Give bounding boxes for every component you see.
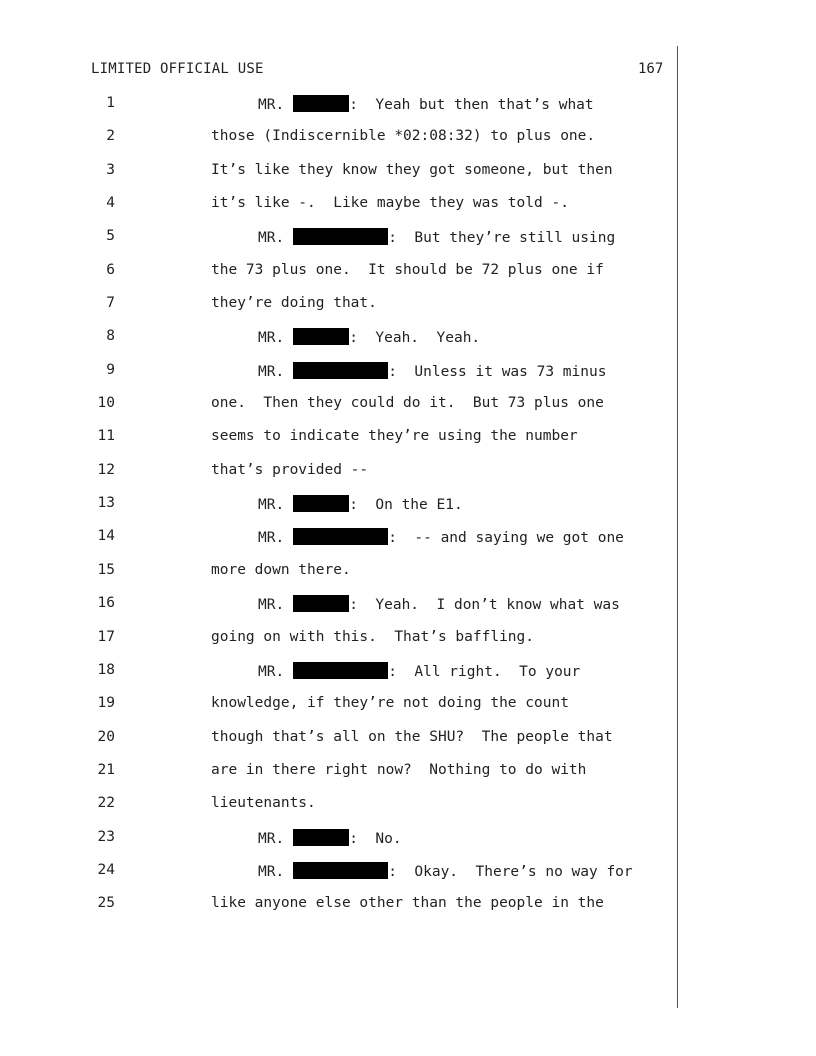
transcript-line (0, 754, 816, 787)
transcript-line (0, 387, 816, 420)
redaction-box (293, 495, 349, 512)
transcript-line (0, 254, 816, 287)
redaction-box (293, 362, 388, 379)
speaker-line-text (258, 528, 624, 546)
line-text (211, 262, 604, 278)
speaker-line-text (258, 595, 620, 613)
speaker-line-text (258, 95, 594, 113)
utterance-text: It’s like they know they got someone, but then (211, 161, 613, 178)
utterance-text: : On the E1. (349, 497, 463, 514)
line-number: 2 (106, 128, 115, 145)
speaker-line-text (258, 328, 480, 346)
transcript-line (0, 587, 816, 620)
transcript-line (0, 621, 816, 654)
line-number: 15 (97, 561, 115, 578)
transcript-line (0, 287, 816, 320)
line-number: 14 (97, 528, 115, 545)
line-number: 22 (97, 795, 115, 812)
line-text (211, 629, 534, 645)
transcript-line (0, 721, 816, 754)
utterance-text: knowledge, if they’re not doing the count (211, 695, 569, 712)
line-number: 5 (106, 228, 115, 245)
transcript-line (0, 520, 816, 553)
utterance-text: those (Indiscernible *02:08:32) to plus one. (211, 128, 596, 145)
transcript-line (0, 154, 816, 187)
transcript-line (0, 854, 816, 887)
utterance-text: : All right. To your (388, 663, 581, 680)
line-number: 17 (97, 628, 115, 645)
line-text (211, 795, 316, 811)
line-number: 16 (97, 595, 115, 612)
utterance-text: : Unless it was 73 minus (388, 363, 607, 380)
speaker-line-text (258, 495, 463, 513)
line-number: 6 (106, 261, 115, 278)
utterance-text: though that’s all on the SHU? The people that (211, 728, 613, 745)
line-text (211, 695, 569, 711)
line-number: 3 (106, 161, 115, 178)
utterance-text: they’re doing that. (211, 295, 377, 312)
transcript-line (0, 787, 816, 820)
speaker-title: MR. (258, 863, 285, 880)
classification-marking: LIMITED OFFICIAL USE (91, 61, 264, 77)
utterance-text: are in there right now? Nothing to do with (211, 761, 587, 778)
transcript-lines (0, 87, 816, 921)
utterance-text: going on with this. That’s baffling. (211, 628, 535, 645)
transcript-line (0, 554, 816, 587)
line-text (211, 128, 595, 144)
line-number: 11 (97, 428, 115, 445)
line-text (211, 895, 604, 911)
line-number: 24 (97, 861, 115, 878)
transcript-line (0, 420, 816, 453)
redaction-box (293, 528, 388, 545)
utterance-text: lieutenants. (211, 795, 316, 812)
speaker-title: MR. (258, 97, 285, 113)
speaker-title: MR. (258, 830, 285, 847)
utterance-text: seems to indicate they’re using the number (211, 428, 578, 445)
transcript-line (0, 821, 816, 854)
line-text (211, 462, 368, 478)
transcript-line (0, 87, 816, 120)
line-number: 4 (106, 195, 115, 212)
redaction-box (293, 595, 349, 612)
utterance-text: : -- and saying we got one (388, 530, 624, 547)
speaker-line-text (258, 362, 606, 380)
utterance-text: : Yeah. Yeah. (349, 330, 481, 347)
line-number: 23 (97, 828, 115, 845)
speaker-line-text (258, 862, 633, 880)
utterance-text: : No. (349, 830, 402, 847)
speaker-title: MR. (258, 663, 285, 680)
utterance-text: like anyone else other than the people in the (211, 895, 604, 912)
transcript-line (0, 654, 816, 687)
redaction-box (293, 95, 349, 112)
line-number: 9 (106, 361, 115, 378)
speaker-title: MR. (258, 330, 285, 347)
utterance-text: one. Then they could do it. But 73 plus one (211, 395, 604, 412)
speaker-line-text (258, 662, 580, 680)
redaction-box (293, 862, 388, 879)
utterance-text: : Yeah. I don’t know what was (349, 597, 620, 614)
utterance-text: that’s provided -- (211, 461, 369, 478)
transcript-line (0, 354, 816, 387)
utterance-text: it’s like -. Like maybe they was told -. (211, 195, 569, 212)
speaker-title: MR. (258, 597, 285, 614)
transcript-line (0, 220, 816, 253)
speaker-title: MR. (258, 230, 285, 247)
line-text (211, 729, 613, 745)
line-text (211, 162, 613, 178)
transcript-line (0, 187, 816, 220)
line-number: 1 (106, 95, 115, 111)
speaker-title: MR. (258, 363, 285, 380)
page-number: 167 (638, 61, 664, 77)
line-number: 20 (97, 728, 115, 745)
line-text (211, 195, 569, 211)
line-text (211, 395, 604, 411)
transcript-line (0, 320, 816, 353)
transcript-line (0, 454, 816, 487)
line-number: 13 (97, 495, 115, 512)
speaker-line-text (258, 228, 615, 246)
utterance-text: the 73 plus one. It should be 72 plus one if (211, 261, 604, 278)
line-number: 10 (97, 395, 115, 412)
utterance-text: : Yeah but then that’s what (349, 97, 594, 113)
utterance-text: more down there. (211, 561, 351, 578)
transcript-line (0, 120, 816, 153)
speaker-title: MR. (258, 497, 285, 514)
redaction-box (293, 662, 388, 679)
redaction-box (293, 228, 388, 245)
speaker-title: MR. (258, 530, 285, 547)
redaction-box (293, 328, 349, 345)
speaker-line-text (258, 829, 402, 847)
utterance-text: : But they’re still using (388, 230, 616, 247)
line-number: 7 (106, 295, 115, 312)
line-number: 8 (106, 328, 115, 345)
line-number: 18 (97, 661, 115, 678)
line-text (211, 428, 578, 444)
transcript-line (0, 687, 816, 720)
line-number: 21 (97, 761, 115, 778)
line-number: 25 (97, 895, 115, 912)
line-number: 12 (97, 461, 115, 478)
redaction-box (293, 829, 349, 846)
transcript-line (0, 887, 816, 920)
utterance-text: : Okay. There’s no way for (388, 863, 633, 880)
line-text (211, 562, 351, 578)
line-text (211, 762, 586, 778)
line-number: 19 (97, 695, 115, 712)
line-text (211, 295, 377, 311)
transcript-line (0, 487, 816, 520)
